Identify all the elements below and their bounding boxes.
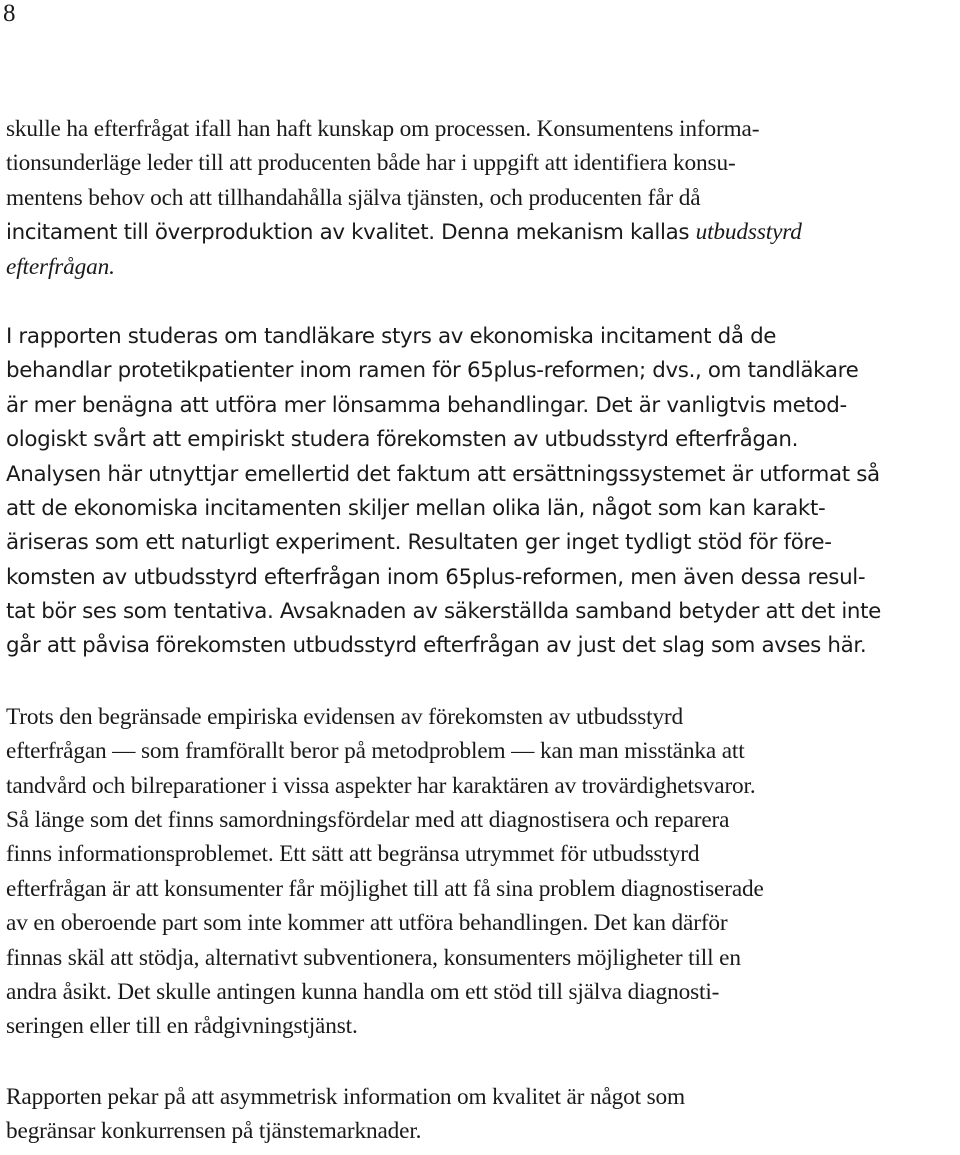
text-line: Trots den begränsade empiriska evidensen av förekomsten av utbudsstyrd <box>6 703 684 730</box>
paragraph-spacer <box>6 664 956 700</box>
text-line: av en oberoende part som inte kommer att utföra behandlingen. Det kan därför <box>6 910 728 937</box>
text-line: begränsar konkurrensen på tjänstemarknader. <box>6 1118 422 1145</box>
body-text <box>6 112 956 1149</box>
text-line <box>6 215 956 249</box>
text-line <box>6 112 956 146</box>
text-segment: tionsunderläge leder till att producenten både har i uppgift att identifiera konsu- <box>6 150 736 177</box>
text-line: äriseras som ett naturligt experiment. Resultaten ger inget tydligt stöd för före- <box>6 530 832 556</box>
paragraph-spacer <box>6 1044 956 1080</box>
text-segment: mentens behov och att tillhandahålla själva tjänsten, och producenten får då <box>6 184 701 211</box>
text-line: seringen eller till en rådgivningstjänst. <box>6 1013 358 1040</box>
text-line: efterfrågan — som framförallt beror på metodproblem — kan man misstänka att <box>6 738 745 765</box>
paragraph-4 <box>6 1080 956 1149</box>
paragraph-spacer <box>6 284 956 320</box>
text-line: att de ekonomiska incitamenten skiljer mellan olika län, något som kan karakt- <box>6 495 826 521</box>
text-line: finnas skäl att stödja, alternativt subventionera, konsumenters möjligheter till en <box>6 944 741 971</box>
paragraph-1 <box>6 112 956 284</box>
text-line: Så länge som det finns samordningsfördelar med att diagnostisera och reparera <box>6 807 730 834</box>
italic-term: utbudsstyrd <box>695 219 802 246</box>
text-line <box>6 146 956 180</box>
text-line: ologiskt svårt att empiriskt studera förekomsten av utbudsstyrd efterfrågan. <box>6 427 799 453</box>
text-line <box>6 181 956 215</box>
text-line: går att påvisa förekomsten utbudsstyrd efterfrågan av just det slag som avses här. <box>6 633 867 659</box>
text-line: I rapporten studeras om tandläkare styrs av ekonomiska incitament då de <box>6 323 777 349</box>
text-segment: incitament till överproduktion av kvalitet. Denna mekanism kallas <box>6 220 696 246</box>
italic-term: efterfrågan. <box>6 253 115 280</box>
text-line: Analysen här utnyttjar emellertid det faktum att ersättningssystemet är utformat så <box>6 461 880 487</box>
text-segment: skulle ha efterfrågat ifall han haft kunskap om processen. Konsumentens informa- <box>6 116 760 142</box>
text-line: efterfrågan är att konsumenter får möjlighet till att få sina problem diagnostiserade <box>6 875 764 902</box>
text-line: tandvård och bilreparationer i vissa aspekter har karaktären av trovärdighetsvaror. <box>6 772 756 799</box>
text-line: finns informationsproblemet. Ett sätt att begränsa utrymmet för utbudsstyrd <box>6 841 700 868</box>
paragraph-2 <box>6 320 956 664</box>
paragraph-3 <box>6 700 956 1044</box>
page-number: 8 <box>3 0 16 27</box>
text-line: andra åsikt. Det skulle antingen kunna handla om ett stöd till själva diagnosti- <box>6 978 720 1005</box>
text-line: tat bör ses som tentativa. Avsaknaden av säkerställda samband betyder att det inte <box>6 599 881 625</box>
text-line: komsten av utbudsstyrd efterfrågan inom 65plus-reformen, men även dessa resul- <box>6 564 866 590</box>
text-line: behandlar protetikpatienter inom ramen för 65plus-reformen; dvs., om tandläkare <box>6 358 859 384</box>
text-line: är mer benägna att utföra mer lönsamma behandlingar. Det är vanligtvis metod- <box>6 392 847 418</box>
text-line: Rapporten pekar på att asymmetrisk information om kvalitet är något som <box>6 1083 686 1110</box>
text-line <box>6 250 956 284</box>
